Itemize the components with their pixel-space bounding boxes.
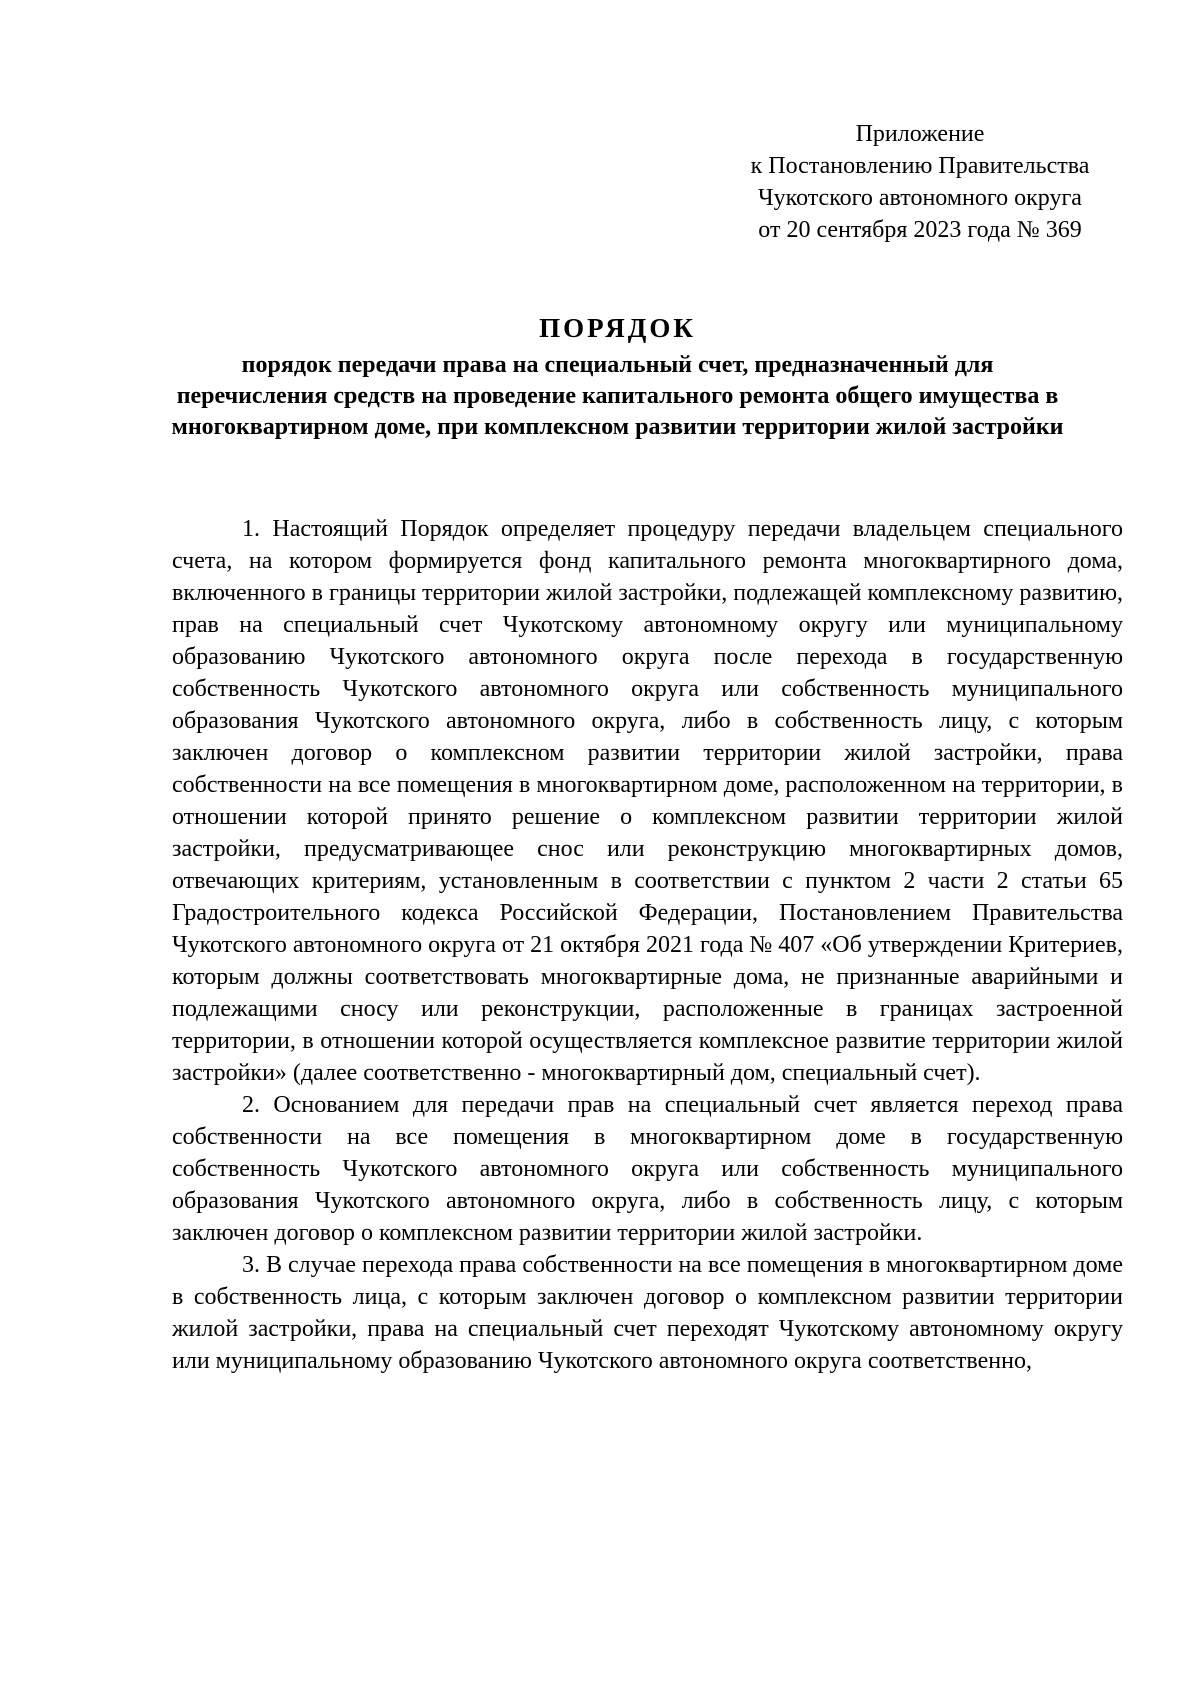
appendix-resolution: к Постановлению Правительства <box>750 153 1090 179</box>
title-block <box>170 310 1065 443</box>
document-subtitle: порядок передачи права на специальный счет, предназначенный для перечисления средств на проведение капитального ремонта общего имущества в многоквартирном доме, при комплексном развитии территории жилой застройки <box>171 352 1064 440</box>
appendix-date-number: от 20 сентября 2023 года № 369 <box>758 217 1082 243</box>
document-title: ПОРЯДОК <box>539 313 696 343</box>
appendix-region: Чукотского автономного округа <box>758 185 1082 211</box>
appendix-label: Приложение <box>855 121 985 147</box>
paragraph-1: 1. Настоящий Порядок определяет процедуру передачи владельцем специального счета, на котором формируется фонд капитального ремонта многоквартирного дома, включенного в границы территории жилой застройки, подлежащей комплексному развитию, прав на специальный счет Чукотскому автономному округу или муниципальному образованию Чукотского автономного округа после перехода в государственную собственность Чукотского автономного округа или собственность муниципального образования Чукотского автономного округа, либо в собственность лицу, с которым заключен договор о комплексном развитии территории жилой застройки, права собственности на все помещения в многоквартирном доме, расположенном на территории, в отношении которой принято решение о комплексном развитии территории жилой застройки, предусматривающее снос или реконструкцию многоквартирных домов, отвечающих критериям, установленным в соответствии с пунктом 2 части 2 статьи 65 Градостроительного кодекса Российской Федерации, Постановлением Правительства Чукотского автономного округа от 21 октября 2021 года № 407 «Об утверждении Критериев, которым должны соответствовать многоквартирные дома, не признанные аварийными и подлежащими сносу или реконструкции, расположенные в границах застроенной территории, в отношении которой осуществляется комплексное развитие территории жилой застройки» (далее соответственно - многоквартирный дом, специальный счет). <box>172 516 1123 1086</box>
document-body <box>172 513 1123 1377</box>
paragraph-2: 2. Основанием для передачи прав на специальный счет является переход права собственности на все помещения в многоквартирном доме в государственную собственность Чукотского автономного округа или собственность муниципального образования Чукотского автономного округа, либо в собственность лицу, с которым заключен договор о комплексном развитии территории жилой застройки. <box>172 1092 1123 1246</box>
paragraph-3: 3. В случае перехода права собственности на все помещения в многоквартирном доме в собственность лица, с которым заключен договор о комплексном развитии территории жилой застройки, права на специальный счет переходят Чукотскому автономному округу или муниципальному образованию Чукотского автономного округа соответственно, <box>172 1252 1123 1374</box>
appendix-header <box>720 118 1120 246</box>
